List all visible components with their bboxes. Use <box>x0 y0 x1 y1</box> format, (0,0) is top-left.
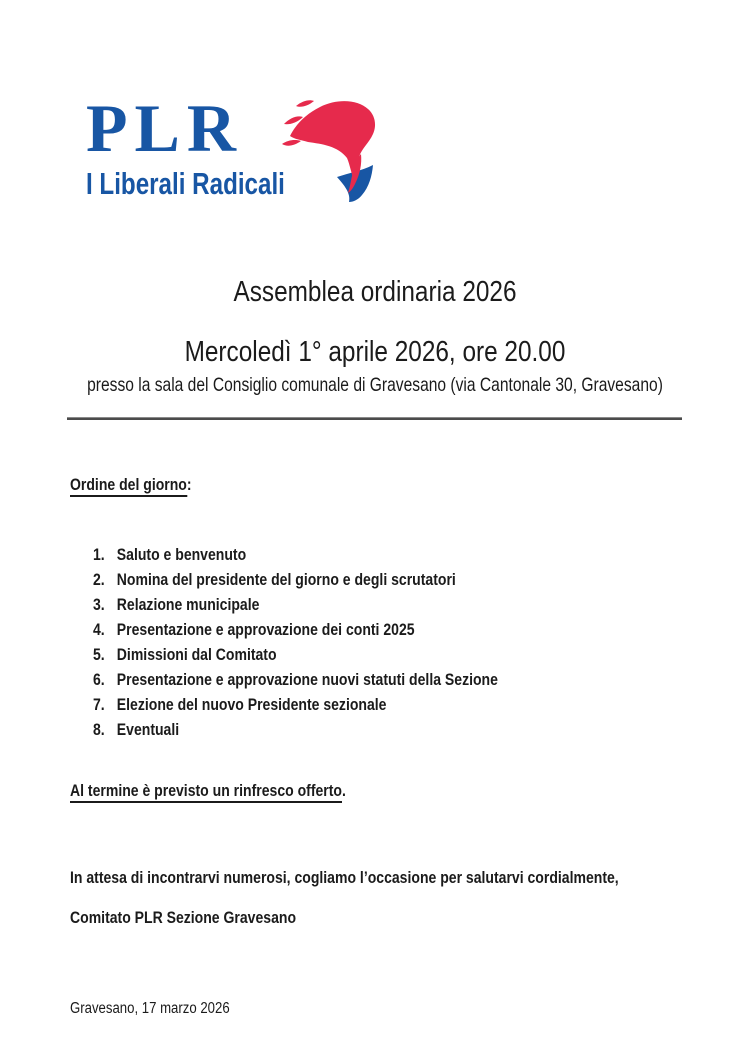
agenda-item-number: 3. <box>93 596 105 614</box>
agenda-item-number: 4. <box>93 621 105 639</box>
agenda-item-number: 7. <box>93 696 105 714</box>
event-datetime: Mercoledì 1° aprile 2026, ore 20.00 <box>184 336 566 368</box>
logo-wordmark: PLR <box>86 90 243 166</box>
logo-subtitle: I Liberali Radicali <box>86 166 285 201</box>
agenda-item <box>93 543 498 568</box>
agenda-item-number: 2. <box>93 571 105 589</box>
agenda-item-text: Presentazione e approvazione nuovi statuti della Sezione <box>116 671 498 689</box>
agenda-item <box>93 668 498 693</box>
closing-line: In attesa di incontrarvi numerosi, cogliamo l’occasione per salutarvi cordialmente, <box>70 869 619 887</box>
agenda-item <box>93 693 498 718</box>
agenda-item-text: Elezione del nuovo Presidente sezionale <box>116 696 387 714</box>
dateline: Gravesano, 17 marzo 2026 <box>70 1000 230 1017</box>
signature-line: Comitato PLR Sezione Gravesano <box>70 909 297 927</box>
page-title: Assemblea ordinaria 2026 <box>233 276 517 308</box>
agenda-item-text: Nomina del presidente del giorno e degli scrutatori <box>116 571 456 589</box>
agenda-item <box>93 718 498 743</box>
refreshment-note-period: . <box>341 782 346 800</box>
agenda-item <box>93 643 498 668</box>
agenda-item-number: 5. <box>93 646 105 664</box>
refreshment-note-text: Al termine è previsto un rinfresco offerto <box>70 782 342 803</box>
agenda-item-text: Dimissioni dal Comitato <box>116 646 277 664</box>
agenda-heading-colon: : <box>186 476 192 494</box>
agenda-heading-text: Ordine del giorno <box>70 476 187 497</box>
agenda-heading <box>70 476 192 495</box>
agenda-item-number: 1. <box>93 546 105 564</box>
agenda-item-text: Eventuali <box>116 721 180 739</box>
event-location: presso la sala del Consiglio comunale di Gravesano (via Cantonale 30, Gravesano) <box>87 374 663 396</box>
agenda-item-text: Saluto e benvenuto <box>116 546 247 564</box>
agenda-item-text: Presentazione e approvazione dei conti 2025 <box>116 621 415 639</box>
agenda-item <box>93 593 498 618</box>
agenda-item-number: 8. <box>93 721 105 739</box>
agenda-item <box>93 618 498 643</box>
agenda-list <box>93 543 498 743</box>
horizontal-rule <box>67 417 682 420</box>
agenda-item-number: 6. <box>93 671 105 689</box>
agenda-item <box>93 568 498 593</box>
refreshment-note <box>70 782 346 801</box>
agenda-item-text: Relazione municipale <box>116 596 260 614</box>
